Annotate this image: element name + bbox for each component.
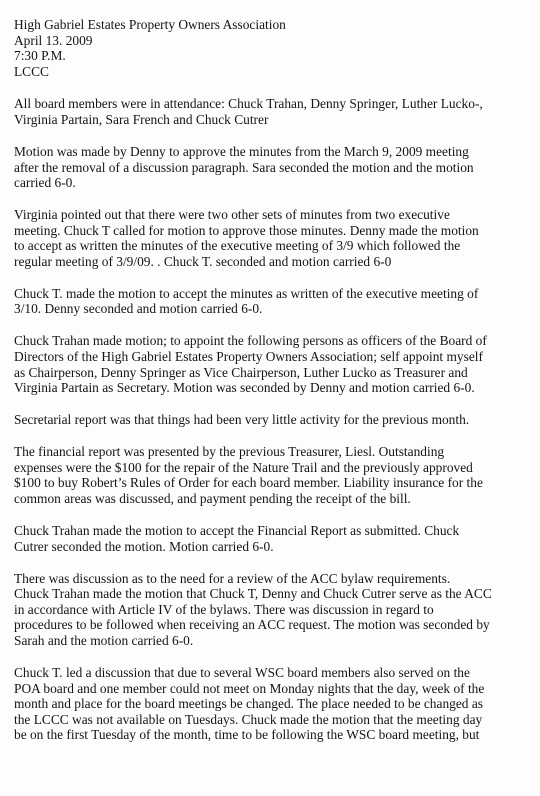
text-line: Chuck Trahan made the motion that Chuck T, Denny and Chuck Cutrer serve as the ACC xyxy=(14,586,492,602)
text-line: 3/10. Denny seconded and motion carried 6-0. xyxy=(14,301,263,317)
text-line: $100 to buy Robert’s Rules of Order for each board member. Liability insurance for the xyxy=(14,475,483,491)
text-line: Chuck T. made the motion to accept the minutes as written of the executive meeting of xyxy=(14,285,479,301)
text-line: Chuck Trahan made the motion to accept the Financial Report as submitted. Chuck xyxy=(14,522,460,538)
paragraph-approve-minutes xyxy=(14,144,538,191)
text-line: Motion was made by Denny to approve the minutes from the March 9, 2009 meeting xyxy=(14,143,469,159)
paragraph-meeting-schedule xyxy=(14,665,538,743)
text-line: month and place for the board meetings be changed. The place needed to be changed as xyxy=(14,696,483,712)
paragraph-accept-financial-report xyxy=(14,523,538,554)
text-line: There was discussion as to the need for a review of the ACC bylaw requirements. xyxy=(14,570,451,586)
paragraph-executive-meeting-3-10 xyxy=(14,286,538,317)
paragraph-acc-bylaws xyxy=(14,571,538,649)
text-line: procedures to be followed when receiving an ACC request. The motion was seconded by xyxy=(14,617,490,633)
text-line: Cutrer seconded the motion. Motion carried 6-0. xyxy=(14,538,274,554)
text-line: Virginia Partain, Sara French and Chuck Cutrer xyxy=(14,111,269,127)
text-line: the LCCC was not available on Tuesdays. Chuck made the motion that the meeting day xyxy=(14,711,483,727)
document-header xyxy=(14,17,538,79)
paragraph-attendance xyxy=(14,96,538,127)
text-line: POA board and one member could not meet on Monday nights that the day, week of the xyxy=(14,680,485,696)
paragraph-secretarial-report xyxy=(14,412,538,428)
meeting-date: April 13. 2009 xyxy=(14,32,93,48)
association-name: High Gabriel Estates Property Owners Association xyxy=(14,17,286,32)
text-line: in accordance with Article IV of the bylaws. There was discussion in regard to xyxy=(14,601,434,617)
text-line: carried 6-0. xyxy=(14,175,76,191)
text-line: to accept as written the minutes of the executive meeting of 3/9 which followed the xyxy=(14,238,461,254)
meeting-location: LCCC xyxy=(14,63,49,79)
text-line: meeting. Chuck T called for motion to approve those minutes. Denny made the motion xyxy=(14,222,479,238)
text-line: be on the first Tuesday of the month, time to be following the WSC board meeting, but xyxy=(14,727,480,743)
text-line: Virginia pointed out that there were two other sets of minutes from two executive xyxy=(14,207,450,223)
meeting-minutes xyxy=(14,17,538,759)
text-line: common areas was discussed, and payment pending the receipt of the bill. xyxy=(14,491,411,506)
text-line: regular meeting of 3/9/09. . Chuck T. seconded and motion carried 6-0 xyxy=(14,253,392,269)
paragraph-officers xyxy=(14,333,538,395)
text-line: as Chairperson, Denny Springer as Vice Chairperson, Luther Lucko as Treasurer and xyxy=(14,364,468,380)
paragraph-executive-minutes xyxy=(14,207,538,269)
paragraph-financial-report xyxy=(14,444,538,506)
text-line: Virginia Partain as Secretary. Motion was seconded by Denny and motion carried 6-0. xyxy=(14,380,475,396)
text-line: Sarah and the motion carried 6-0. xyxy=(14,632,194,648)
text-line: The financial report was presented by the previous Treasurer, Liesl. Outstanding xyxy=(14,444,445,460)
meeting-time: 7:30 P.M. xyxy=(14,48,66,64)
text-line: All board members were in attendance: Chuck Trahan, Denny Springer, Luther Lucko-, xyxy=(14,96,483,112)
text-line: after the removal of a discussion paragraph. Sara seconded the motion and the motion xyxy=(14,159,474,175)
text-line: Chuck T. led a discussion that due to several WSC board members also served on the xyxy=(14,664,470,680)
text-line: Secretarial report was that things had been very little activity for the previous month. xyxy=(14,412,470,428)
text-line: Directors of the High Gabriel Estates Property Owners Association; self appoint myself xyxy=(14,349,483,365)
text-line: Chuck Trahan made motion; to appoint the following persons as officers of the Board of xyxy=(14,333,487,349)
text-line: expenses were the $100 for the repair of the Nature Trail and the previously approved xyxy=(14,459,473,475)
